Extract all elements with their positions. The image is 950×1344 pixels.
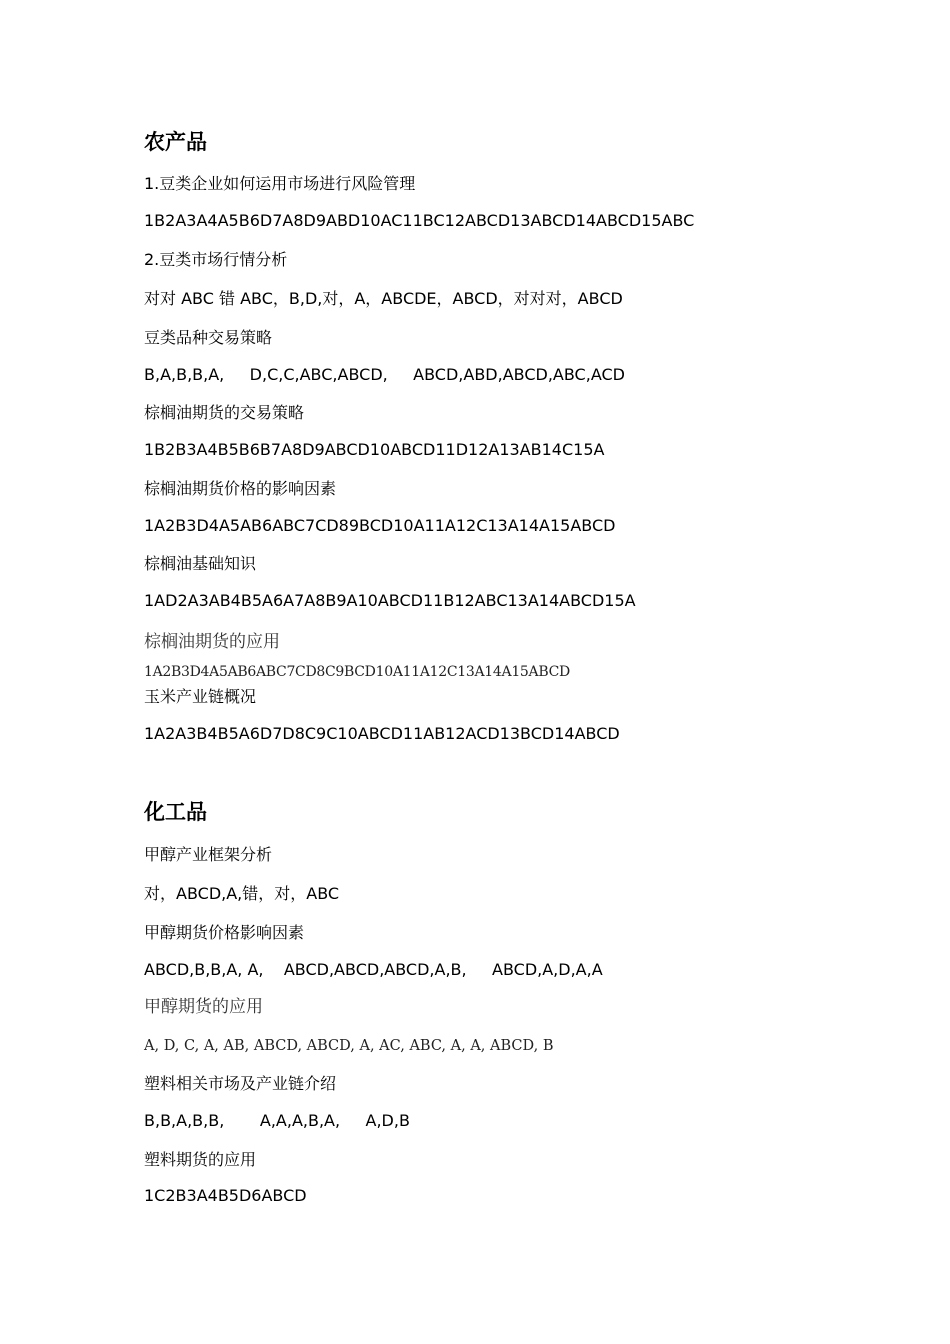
- topic-title: 棕榈油期货的交易策略: [144, 403, 305, 422]
- answer-key: 1AD2A3AB4B5A6A7A8B9A10ABCD11B12ABC13A14ABCD15A: [144, 591, 636, 610]
- answer-key: 对对 ABC 错 ABC，B,D,对，A，ABCDE，ABCD，对对对，ABCD: [144, 289, 623, 308]
- answer-key: A, D, C, A, AB, ABCD, ABCD, A, AC, ABC, A, A, ABCD, B: [144, 1038, 554, 1054]
- answer-key: 1A2B3D4A5AB6ABC7CD8C9BCD10A11A12C13A14A15ABCD: [144, 664, 570, 680]
- topic-title: 棕榈油期货价格的影响因素: [144, 479, 337, 498]
- topic-title: 塑料期货的应用: [144, 1150, 257, 1169]
- topic-title: 塑料相关市场及产业链介绍: [144, 1074, 337, 1093]
- answer-key: 1B2B3A4B5B6B7A8D9ABCD10ABCD11D12A13AB14C15A: [144, 440, 605, 459]
- section-heading-agriculture: 农产品: [144, 130, 207, 154]
- answer-key: B,A,B,B,A, D,C,C,ABC,ABCD, ABCD,ABD,ABCD,ABC,ACD: [144, 365, 625, 384]
- answer-key: 1A2B3D4A5AB6ABC7CD89BCD10A11A12C13A14A15ABCD: [144, 516, 616, 535]
- answer-key: B,B,A,B,B, A,A,A,B,A, A,D,B: [144, 1111, 410, 1130]
- answer-key: 对，ABCD,A,错，对，ABC: [144, 884, 340, 903]
- answer-key: 1C2B3A4B5D6ABCD: [144, 1186, 307, 1205]
- topic-title: 甲醇产业框架分析: [144, 845, 273, 864]
- topic-title: 1.豆类企业如何运用市场进行风险管理: [144, 174, 416, 193]
- section-heading-chemicals: 化工品: [144, 800, 207, 824]
- topic-title: 棕榈油基础知识: [144, 554, 257, 573]
- answer-key: 1A2A3B4B5A6D7D8C9C10ABCD11AB12ACD13BCD14ABCD: [144, 724, 620, 743]
- topic-title: 甲醇期货的应用: [144, 997, 263, 1017]
- answer-key: ABCD,B,B,A, A, ABCD,ABCD,ABCD,A,B, ABCD,A,D,A,A: [144, 960, 603, 979]
- topic-title: 玉米产业链概况: [144, 687, 257, 706]
- topic-title: 豆类品种交易策略: [144, 328, 273, 347]
- topic-title: 甲醇期货价格影响因素: [144, 923, 305, 942]
- topic-title: 2.豆类市场行情分析: [144, 250, 288, 269]
- topic-title: 棕榈油期货的应用: [144, 632, 280, 652]
- answer-key: 1B2A3A4A5B6D7A8D9ABD10AC11BC12ABCD13ABCD14ABCD15ABC: [144, 211, 695, 230]
